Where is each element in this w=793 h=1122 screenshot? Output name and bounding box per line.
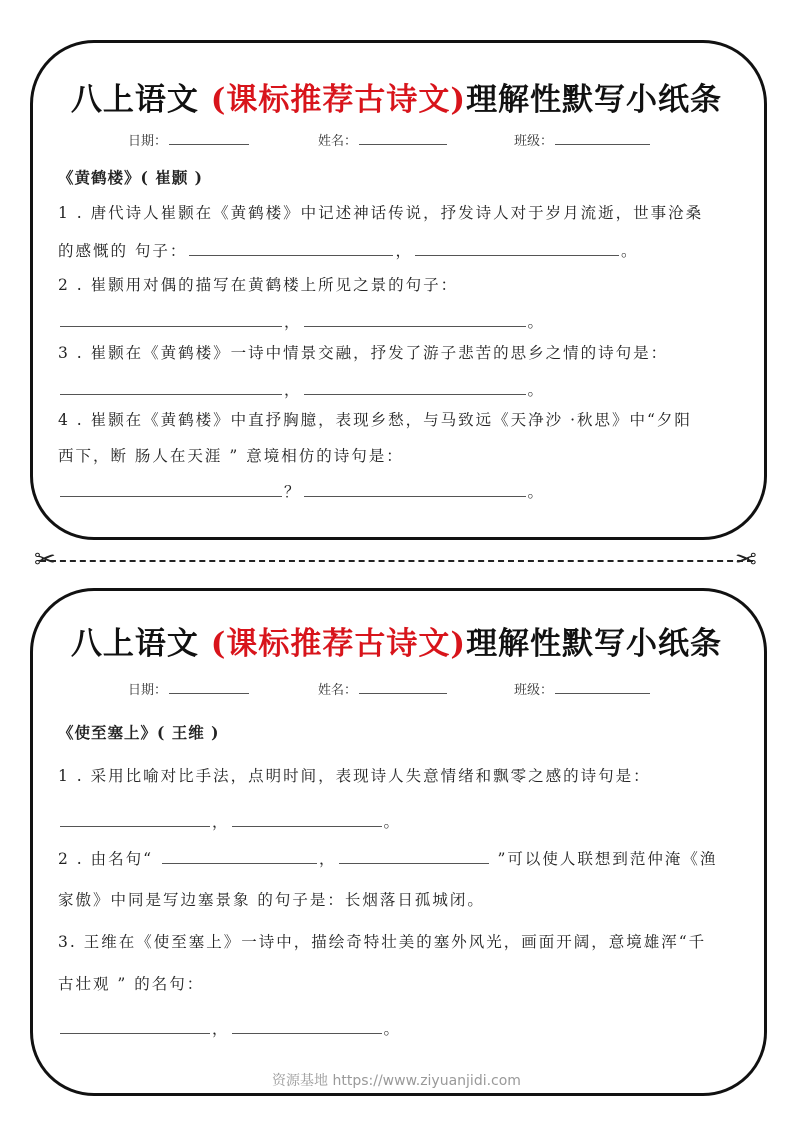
poem-heading: 《黄鹤楼》( 崔颢 ) <box>58 168 203 187</box>
answer-blank[interactable] <box>162 849 317 864</box>
date-field[interactable]: 日期： <box>128 679 251 698</box>
answer-blank[interactable] <box>304 482 526 497</box>
answer-blank[interactable] <box>60 482 282 497</box>
question-2-text: 2 . 由名句“ ， ”可以使人联想到范仲淹《渔 <box>58 850 718 868</box>
answer-blank[interactable] <box>304 312 526 327</box>
answer-blank[interactable] <box>232 812 382 827</box>
answer-blank[interactable] <box>60 812 210 827</box>
answer-blank[interactable] <box>232 1019 382 1034</box>
answer-blank[interactable] <box>60 312 282 327</box>
question-4-answer: ？ 。 <box>58 480 545 502</box>
question-2-answer: ， 。 <box>58 310 545 332</box>
question-1-line2: 的感慨的 句子： ， 。 <box>58 242 639 260</box>
name-field[interactable]: 姓名： <box>318 130 449 149</box>
question-4-line2: 西下，断 肠人在天涯 ” 意境相仿的诗句是： <box>58 447 404 465</box>
scissors-icon: ✂ <box>34 545 56 575</box>
name-field[interactable]: 姓名： <box>318 679 449 698</box>
class-field[interactable]: 班级： <box>514 679 652 698</box>
question-1-answer: ， 。 <box>58 810 401 832</box>
question-2-text: 2 . 崔颢用对偶的描写在黄鹤楼上所见之景的句子： <box>58 276 459 294</box>
watermark: 资源基地 https://www.ziyuanjidi.com <box>272 1073 521 1089</box>
answer-blank[interactable] <box>189 241 393 256</box>
poem-heading: 《使至塞上》( 王维 ) <box>58 723 220 742</box>
question-3-answer: ， 。 <box>58 378 545 400</box>
answer-blank[interactable] <box>60 1019 210 1034</box>
question-4-text: 4 . 崔颢在《黄鹤楼》中直抒胸臆，表现乡愁，与马致远《天净沙 ·秋思》中“夕阳 <box>58 411 692 429</box>
scissors-icon: ✂ <box>735 545 757 575</box>
answer-blank[interactable] <box>60 380 282 395</box>
answer-blank[interactable] <box>339 849 489 864</box>
date-field[interactable]: 日期： <box>128 130 251 149</box>
answer-blank[interactable] <box>415 241 619 256</box>
question-3-answer: ， 。 <box>58 1017 401 1039</box>
answer-blank[interactable] <box>304 380 526 395</box>
question-3-line2: 古壮观 ” 的名句： <box>58 975 205 993</box>
class-field[interactable]: 班级： <box>514 130 652 149</box>
page-title: 八上语文 (课标推荐古诗文)理解性默写小纸条 <box>70 82 723 118</box>
question-2-line2: 家傲》中同是写边塞景象 的句子是：长烟落日孤城闭。 <box>58 891 485 909</box>
page-title: 八上语文 (课标推荐古诗文)理解性默写小纸条 <box>70 626 723 662</box>
question-3-text: 3. 王维在《使至塞上》一诗中，描绘奇特壮美的塞外风光，画面开阔，意境雄浑“千 <box>58 933 707 951</box>
question-3-text: 3 . 崔颢在《黄鹤楼》一诗中情景交融，抒发了游子悲苦的思乡之情的诗句是： <box>58 344 669 362</box>
cut-line <box>40 560 753 562</box>
question-1-text: 1 . 唐代诗人崔颢在《黄鹤楼》中记述神话传说，抒发诗人对于岁月流逝，世事沧桑 <box>58 204 704 222</box>
question-1-text: 1 . 采用比喻对比手法，点明时间，表现诗人失意情绪和飘零之感的诗句是： <box>58 767 651 785</box>
